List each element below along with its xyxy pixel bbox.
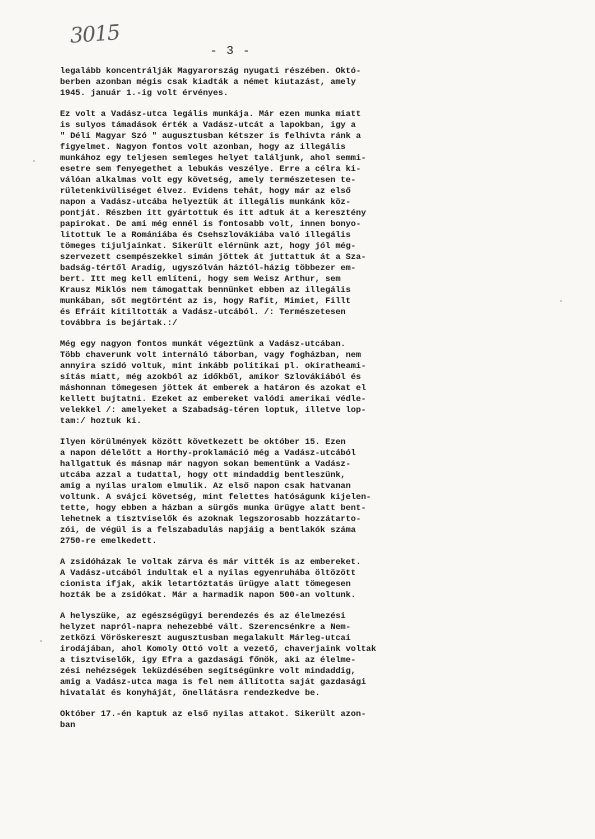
text-line: munkához egy teljesen semleges helyet találjunk, ahol semmi- [60, 153, 367, 163]
paragraph [60, 339, 572, 427]
text-line: rületenkivüliséget élvez. Evidens tehát, hogy már az első [60, 186, 351, 196]
text-line: lehetnek a tisztviselők és azoknak legszorosabb hozzátarto- [60, 514, 361, 524]
paragraph [60, 611, 572, 699]
text-line: Még egy nagyon fontos munkát végeztünk a Vadász-utcában. [60, 339, 346, 349]
text-line: munkában, sőt megtörtént az is, hogy Rafit, Mimiet, Fillt [60, 296, 351, 306]
text-line: annyira szidó voltuk, mint inkább politikai pl. okiratheami- [60, 361, 367, 371]
typed-body-text [60, 66, 572, 741]
text-line: zési nehézségek leküzdésében segítségünkre volt mindaddig, [60, 666, 356, 676]
text-line: helyzet napról-napra nehezebbé vált. Szerencsénkre a Nem- [60, 622, 351, 632]
paper-speck [560, 300, 562, 302]
text-line: A zsidóházak le voltak zárva és már vitték is az embereket. [60, 557, 361, 567]
text-line: szervezett csempészekkel simán jöttek át juttattuk át a Sza- [60, 252, 367, 262]
paragraph [60, 437, 572, 547]
text-line: sítás miatt, még azokból az időkből, amikor Szlovákiából és [60, 372, 361, 382]
text-line: a napon délelőtt a Horthy-proklamáció még a Vadász-utcából [60, 448, 356, 458]
text-line: válóan alkalmas volt egy követség, amely természetesen te- [60, 175, 356, 185]
paragraph [60, 109, 572, 329]
text-line: cionista ifjak, akik letartóztatás ürügye alatt tömegesen [60, 579, 351, 589]
text-line: voltunk. A svájci követség, mint felettes hatóságunk kijelen- [60, 492, 372, 502]
text-line: utcába azzal a tudattal, hogy ott mindaddig bentleszünk, [60, 470, 346, 480]
text-line: és Efráit kitiltották a Vadász-utcából. /: Természetesen [60, 307, 346, 317]
text-line: A helyszüke, az egészségügyi berendezés és az élelmezési [60, 611, 346, 621]
text-line: hallgattuk és másnap már nagyon sokan bementünk a Vadász- [60, 459, 351, 469]
text-line: A Vadász-utcából indultak el a nyilas egyenruhába öltözött [60, 568, 356, 578]
text-line: Krausz Miklós nem támogattak bennünket ebben az illegális [60, 285, 351, 295]
text-line: papirokat. De ami még ennél is fontosabb volt, innen bonyo- [60, 219, 361, 229]
paragraph [60, 709, 572, 731]
paper-speck [33, 160, 35, 162]
text-line: ban [60, 720, 76, 730]
text-line: bert. Itt meg kell említeni, hogy sem Weisz Arthur, sem [60, 274, 341, 284]
text-line: tam:/ hoztuk ki. [60, 416, 142, 426]
text-line: Több chaverunk volt internáló táborban, vagy fogházban, nem [60, 350, 361, 360]
text-line: napon a Vadász-utcába helyeztük át illegális munkánk köz- [60, 197, 351, 207]
text-line: hozták be a zsidókat. Már a harmadik napon 500-an voltunk. [60, 590, 356, 600]
paragraph [60, 66, 572, 99]
text-line: pontját. Részben itt gyártottuk és itt adtuk át a keresztény [60, 208, 367, 218]
text-line: zetközi Vöröskereszt augusztusban megalakult Márleg-utcai [60, 633, 351, 643]
text-line: 2750-re emelkedett. [60, 536, 157, 546]
text-line: " Déli Magyar Szó " augusztusban kétszer is felhivta ránk a [60, 131, 361, 141]
text-line: továbbra is bejártak.:/ [60, 318, 178, 328]
text-line: Október 17.-én kaptuk az első nyilas attakot. Sikerült azon- [60, 709, 367, 719]
text-line: velekkel /: amelyeket a Szabadság-téren loptuk, illetve lop- [60, 405, 367, 415]
text-line: Ez volt a Vadász-utca legális munkája. Már ezen munka miatt [60, 109, 361, 119]
text-line: irodájában, ahol Komoly Ottó volt a vezető, chaverjaink voltak [60, 644, 377, 654]
text-line: litottuk le a Romániába és Csehszlovákiába való illegális [60, 230, 351, 240]
paragraph [60, 557, 572, 601]
text-line: Ilyen körülmények között következett be október 15. Ezen [60, 437, 346, 447]
text-line: tömeges tijuljainkat. Sikerült elérnünk azt, hogy jól még- [60, 241, 356, 251]
text-line: berben azonban mégis csak kiadták a német kiutazást, amely [60, 77, 356, 87]
handwritten-archive-number: 3015 [69, 20, 121, 48]
page-number: - 3 - [210, 44, 252, 58]
text-line: esetre sem fenyegethet a lebukás veszélye. Erre a célra ki- [60, 164, 361, 174]
text-line: máshonnan tömegesen jöttek át emberek a határon és azokat el [60, 383, 367, 393]
text-line: kellett bujtatni. Ezeket az embereket valódi amerikai védle- [60, 394, 367, 404]
text-line: a tisztviselők, igy Efra a gazdasági főnök, aki az élelme- [60, 655, 356, 665]
text-line: badság-tértől Aradig, ugyszólván háztól-házig többezer em- [60, 263, 356, 273]
text-line: 1945. január 1.-ig volt érvényes. [60, 88, 229, 98]
text-line: is sulyos támadások érték a Vadász-utcát a lapokban, igy a [60, 120, 356, 130]
text-line: figyelmet. Nagyon fontos volt azonban, hogy az illegális [60, 142, 346, 152]
text-line: legalább koncentrálják Magyarország nyugati részében. Októ- [60, 66, 361, 76]
text-line: tette, hogy ebben a házban a sürgős munka ürügye alatt bent- [60, 503, 367, 513]
paper-speck [40, 640, 42, 642]
text-line: hivatalát és konyháját, önellátásra rendezkedve be. [60, 688, 321, 698]
text-line: amig a Vadász-utca maga is fel nem állította saját gazdasági [60, 677, 367, 687]
text-line: amig a nyilas uralom elmulik. Az első napon csak hatvanan [60, 481, 351, 491]
text-line: zói, de végül is a felszabadulás napjáig a bentlakók száma [60, 525, 356, 535]
